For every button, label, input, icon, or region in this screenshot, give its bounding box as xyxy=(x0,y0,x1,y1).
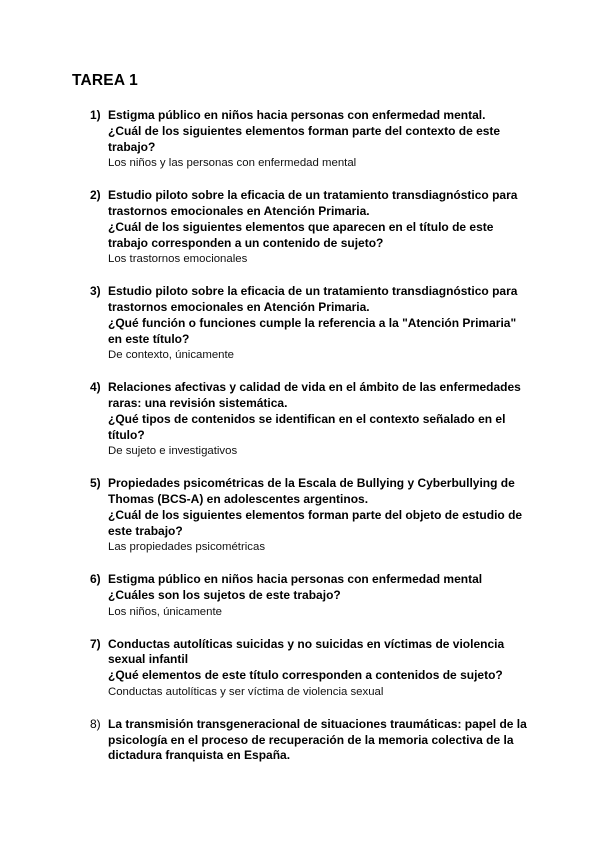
question-answer: Los niños y las personas con enfermedad mental xyxy=(108,157,357,170)
question-number: 4) xyxy=(90,380,101,395)
question-study-title: La transmisión transgeneracional de situaciones traumáticas: papel de la psicología en el proceso de recuperación de la memoria colectiva de la dictadura franquista en España. xyxy=(108,716,527,763)
question-answer: Conductas autolíticas y ser víctima de violencia sexual xyxy=(108,685,384,698)
question-number: 6) xyxy=(90,572,101,587)
question-prompt: ¿Cuál de los siguientes elementos forman parte del contexto de este trabajo? xyxy=(108,123,501,154)
question-study-title: Estudio piloto sobre la eficacia de un tratamiento transdiagnóstico para trastornos emocionales en Atención Primaria. xyxy=(108,284,518,314)
question-item-3 xyxy=(0,284,600,364)
question-prompt: ¿Qué función o funciones cumple la referencia a la "Atención Primaria" en este título? xyxy=(108,315,517,346)
question-number: 8) xyxy=(90,716,101,731)
question-study-title: Estigma público en niños hacia personas con enfermedad mental. xyxy=(108,108,486,122)
question-item-4 xyxy=(0,380,600,460)
question-list xyxy=(0,108,600,764)
question-item-7 xyxy=(0,637,600,701)
question-prompt: ¿Cuáles son los sujetos de este trabajo? xyxy=(108,587,341,602)
question-study-title: Relaciones afectivas y calidad de vida en el ámbito de las enfermedades raras: una revisión sistemática. xyxy=(108,380,521,410)
question-answer: De sujeto e investigativos xyxy=(108,445,238,458)
question-number: 2) xyxy=(90,188,101,203)
question-answer: Los niños, únicamente xyxy=(108,605,222,618)
question-prompt: ¿Qué tipos de contenidos se identifican en el contexto señalado en el título? xyxy=(108,411,506,442)
question-item-5 xyxy=(0,476,600,556)
question-answer: Los trastornos emocionales xyxy=(108,253,248,266)
question-number: 1) xyxy=(90,108,101,122)
page-title: TAREA 1 xyxy=(72,72,138,89)
question-item-2 xyxy=(0,188,600,268)
question-answer: Las propiedades psicométricas xyxy=(108,541,266,554)
question-study-title: Propiedades psicométricas de la Escala de Bullying y Cyberbullying de Thomas (BCS-A) en adolescentes argentinos. xyxy=(108,476,515,506)
question-number: 7) xyxy=(90,636,101,651)
question-number: 3) xyxy=(90,284,101,299)
question-study-title: Estudio piloto sobre la eficacia de un tratamiento transdiagnóstico para trastornos emocionales en Atención Primaria. xyxy=(108,188,518,218)
question-prompt: ¿Cuál de los siguientes elementos que aparecen en el título de este trabajo corresponden a un contenido de sujeto? xyxy=(108,219,494,250)
question-study-title: Estigma público en niños hacia personas con enfermedad mental xyxy=(108,572,483,587)
question-item-6 xyxy=(0,572,600,620)
question-prompt: ¿Qué elementos de este título corresponden a contenidos de sujeto? xyxy=(108,668,503,683)
question-item-1 xyxy=(0,108,600,172)
question-answer: De contexto, únicamente xyxy=(108,349,235,362)
question-item-8 xyxy=(0,717,600,764)
question-study-title: Conductas autolíticas suicidas y no suicidas en víctimas de violencia sexual infantil xyxy=(108,636,505,667)
question-number: 5) xyxy=(90,476,101,491)
question-prompt: ¿Cuál de los siguientes elementos forman parte del objeto de estudio de este trabajo? xyxy=(108,507,523,538)
